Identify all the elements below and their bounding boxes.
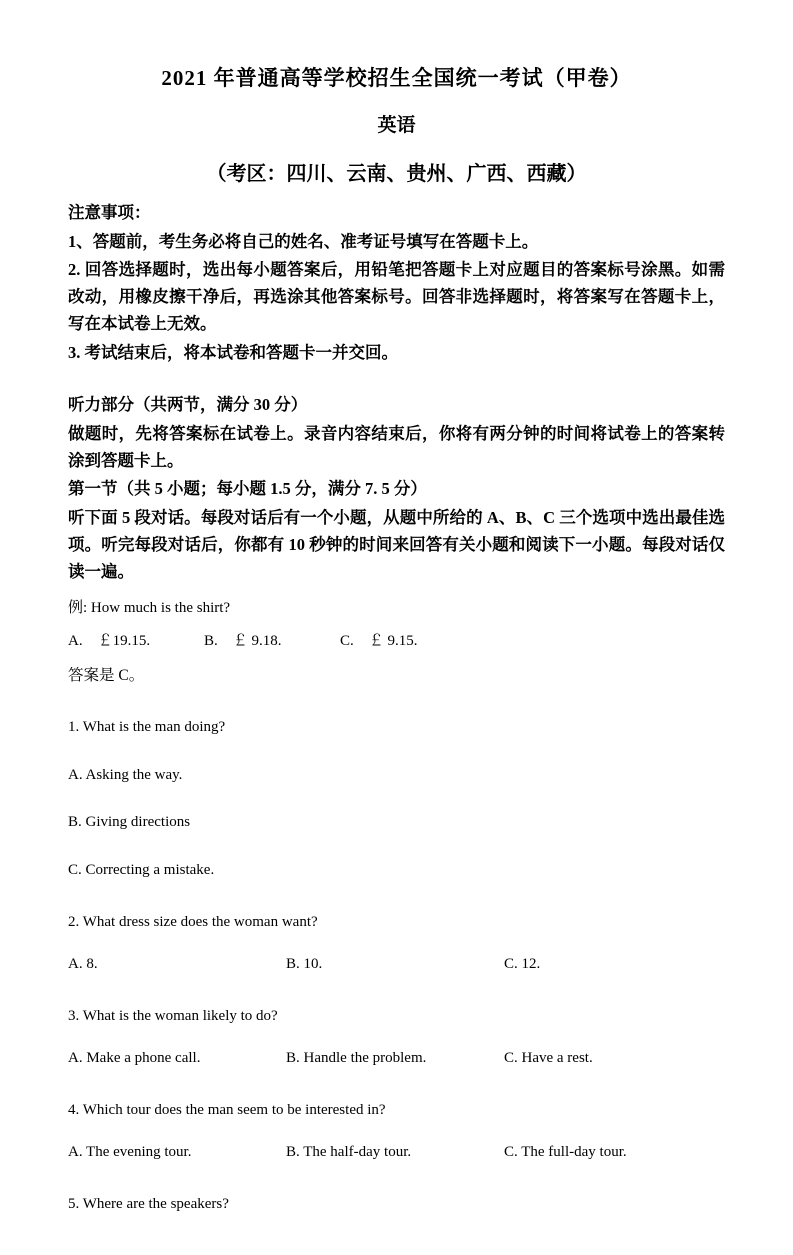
page-title: 2021 年普通高等学校招生全国统一考试（甲卷） [161,66,632,90]
question-text: 3. What is the woman likely to do? [68,1008,278,1025]
question-2 [68,913,725,974]
option-c: C. Correcting a mistake. [68,861,215,878]
question-1 [68,718,725,880]
example-options-row [68,632,725,652]
example-answer: 答案是 C。 [68,667,145,685]
example-option-b: B. ￡ 9.18. [204,632,282,649]
option-b: B. 10. [286,955,323,972]
question-5 [68,1195,725,1215]
notice-item-3: 3. 考试结束后，将本试卷和答题卡一并交回。 [68,342,398,362]
option-b: B. Handle the problem. [286,1049,427,1066]
question-3 [68,1007,725,1068]
section1-intro: 听下面 5 段对话。每段对话后有一个小题，从题中所给的 A、B、C 三个选项中选出最佳选项。听完每段对话后，你都有 10 秒钟的时间来回答有关小题和阅读下一小题。每段对话仅读一遍。 [68,508,725,581]
question-text: 2. What dress size does the woman want? [68,914,318,931]
example-option-c: C. ￡ 9.15. [340,632,418,649]
option-c: C. 12. [504,955,541,972]
option-c: C. The full-day tour. [504,1143,627,1160]
option-c: C. Have a rest. [504,1049,593,1066]
listening-heading: 听力部分（共两节，满分 30 分） [68,395,308,415]
option-a: A. The evening tour. [68,1143,192,1160]
question-text: 1. What is the man doing? [68,719,226,736]
options-row [68,955,725,975]
option-a: A. Asking the way. [68,766,183,783]
option-a: A. Make a phone call. [68,1049,201,1066]
subject-title: 英语 [377,115,416,136]
region-line: （考区：四川、云南、贵州、广西、西藏） [206,163,587,185]
example-question: 例: How much is the shirt? [68,600,231,617]
option-a: A. 8. [68,955,98,972]
section1-heading: 第一节（共 5 小题；每小题 1.5 分，满分 7. 5 分） [68,479,427,499]
option-b: B. The half-day tour. [286,1143,412,1160]
options-row [68,1143,725,1163]
options-row [68,1049,725,1069]
listening-intro: 做题时，先将答案标在试卷上。录音内容结束后，你将有两分钟的时间将试卷上的答案转涂到答题卡上。 [68,424,725,470]
example-option-a: A. ￡19.15. [68,632,151,649]
notice-item-2: 2. 回答选择题时，选出每小题答案后，用铅笔把答题卡上对应题目的答案标号涂黑。如需改动，用橡皮擦干净后，再选涂其他答案标号。回答非选择题时，将答案写在答题卡上，写在本试卷上无效。 [68,260,725,333]
question-4 [68,1101,725,1162]
question-text: 4. Which tour does the man seem to be interested in? [68,1102,386,1119]
notice-heading: 注意事项： [68,203,151,222]
option-b: B. Giving directions [68,814,191,831]
notice-item-1: 1、答题前，考生务必将自己的姓名、准考证号填写在答题卡上。 [68,231,539,251]
question-text: 5. Where are the speakers? [68,1196,229,1213]
